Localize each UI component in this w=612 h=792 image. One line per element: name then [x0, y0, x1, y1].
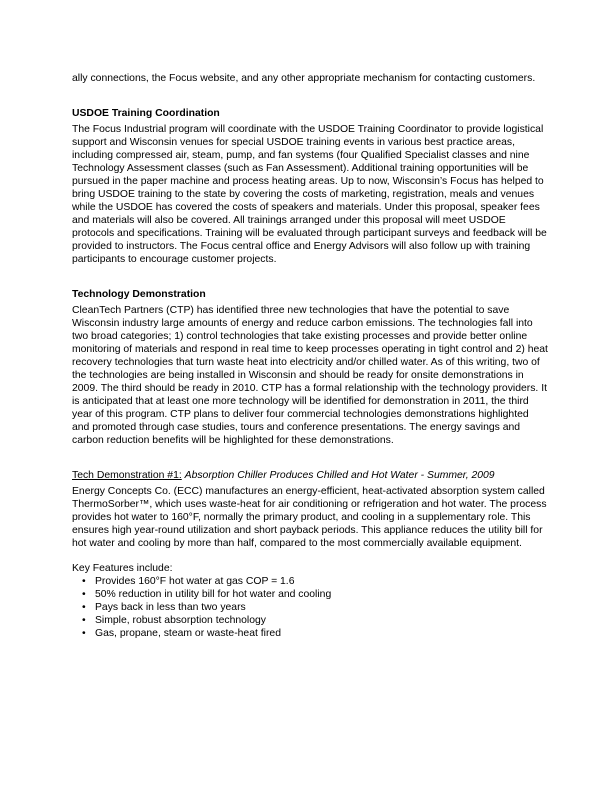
intro-paragraph: ally connections, the Focus website, and any other appropriate mechanism for contacting customers. — [72, 73, 536, 84]
demo1-label: Tech Demonstration #1: — [72, 470, 182, 481]
demo1-paragraph: Energy Concepts Co. (ECC) manufactures an energy-efficient, heat-activated absorption system called ThermoSorber™, which uses waste-heat for air conditioning or refrigeration and hot water. The process provides hot water to 160°F, normally the primary product, and cooling in a supplementary role. This ensures high year-round utilization and short payback periods. This appliance reduces the utility bill for hot water and cooling by more than half, compared to the most commercially available equipment. — [72, 486, 547, 549]
technology-paragraph: CleanTech Partners (CTP) has identified three new technologies that have the potential to save Wisconsin industry large amounts of energy and reduce carbon emissions. The technologies fall into two broad categories; 1) control technologies that take existing processes and provide better online monitoring of materials and respond in real time to keep processes operating in tight control and 2) heat recovery technologies that turn waste heat into electricity and/or chilled water. As of this writing, two of the technologies are being installed in Wisconsin and should be ready for onsite demonstrations in 2009. The third should be ready in 2010. CTP has a formal relationship with the technology providers. It is anticipated that at least one more technology will be identified for demonstration in 2011, the third year of this program. CTP plans to deliver four commercial technologies demonstrations highlighted and promoted through case studies, tours and conference presentations. The energy savings and carbon reduction benefits will be highlighted for these demonstrations. — [72, 305, 548, 446]
demo1-title: Absorption Chiller Produces Chilled and Hot Water - Summer, 2009 — [184, 470, 495, 481]
technology-section — [72, 288, 548, 447]
demo1-title-line — [72, 469, 548, 482]
demo1-section — [72, 469, 548, 640]
features-intro: Key Features include: — [72, 563, 173, 574]
training-paragraph: The Focus Industrial program will coordinate with the USDOE Training Coordinator to provide logistical support and Wisconsin venues for special USDOE training events in various best practice areas, including compressed air, steam, pump, and fan systems (four Qualified Specialist classes and nine Technology Assessment classes (such as Fan Assessment). Additional training opportunities will be pursued in the paper machine and process heating areas. Up to now, Wisconsin’s Focus has helped to bring USDOE training to the state by covering the costs of marketing, registration, meals and venues while the USDOE has covered the costs of speakers and materials. Under this proposal, speaker fees and materials will also be covered. All trainings arranged under this proposal will meet USDOE protocols and specifications. Training will be evaluated through participant surveys and feedback will be provided to instructors. The Focus central office and Energy Advisors will also follow up with training participants to encourage customer projects. — [72, 124, 547, 265]
training-section — [72, 107, 548, 266]
feature-item: • Simple, robust absorption technology — [72, 614, 548, 627]
training-heading: USDOE Training Coordination — [72, 108, 220, 119]
feature-item: • Provides 160°F hot water at gas COP = 1.6 — [72, 575, 548, 588]
feature-item: • Gas, propane, steam or waste-heat fired — [72, 627, 548, 640]
technology-heading: Technology Demonstration — [72, 289, 206, 300]
document-page — [72, 72, 548, 640]
feature-item: • Pays back in less than two years — [72, 601, 548, 614]
features-list — [72, 575, 548, 640]
feature-item: • 50% reduction in utility bill for hot water and cooling — [72, 588, 548, 601]
